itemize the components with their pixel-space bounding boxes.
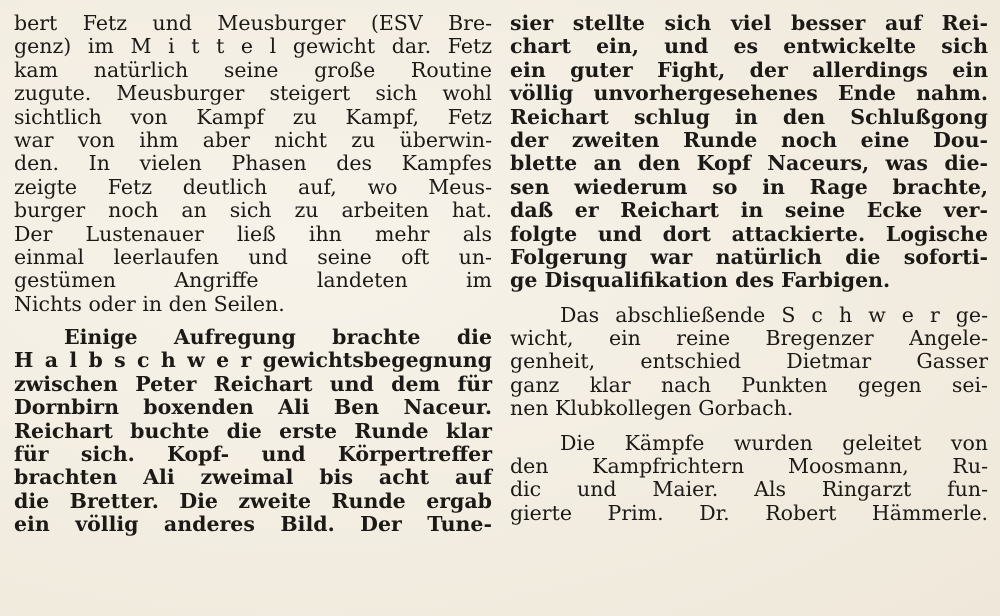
text-line: gierte Prim. Dr. Robert Hämmerle. — [510, 500, 988, 525]
text-line: den. In vielen Phasen des Kampfes — [14, 151, 492, 176]
text-line: wicht, ein reine Bregenzer Angele- — [510, 326, 988, 351]
text-line: war von ihm aber nicht zu überwin- — [14, 127, 492, 152]
text-line: ein guter Fight, der allerdings ein — [510, 57, 988, 82]
text-line: genheit, entschied Dietmar Gasser — [510, 349, 988, 374]
text-line: Reichart buchte die erste Runde klar — [14, 418, 492, 443]
text-line: sichtlich von Kampf zu Kampf, Fetz — [14, 104, 492, 129]
right-column — [510, 12, 988, 525]
paragraph-heavyweight — [510, 304, 988, 421]
paragraph-light-heavyweight-continued — [510, 12, 988, 293]
text-line: H a l b s c h w e r gewichtsbegegnung — [14, 348, 492, 373]
text-line: bert Fetz und Meusburger (ESV Bre- — [14, 11, 492, 35]
text-line: Reichart schlug in den Schlußgong — [510, 104, 988, 129]
text-line: zeigte Fetz deutlich auf, wo Meus- — [14, 174, 492, 199]
text-line: kam natürlich seine große Routine — [14, 57, 492, 82]
paragraph-officials — [510, 432, 988, 526]
text-line: Nichts oder in den Seilen. — [14, 291, 285, 316]
text-line: Das abschließende S c h w e r ge- — [560, 302, 988, 327]
text-line: die Bretter. Die zweite Runde ergab — [14, 488, 492, 513]
text-line: für sich. Kopf- und Körpertreffer — [14, 442, 492, 467]
text-line: Der Lustenauer ließ ihn mehr als — [14, 221, 492, 246]
text-line: zwischen Peter Reichart und dem für — [14, 371, 492, 396]
text-line: zugute. Meusburger steigert sich wohl — [14, 81, 492, 106]
left-column — [14, 12, 492, 537]
text-line: daß er Reichart in seine Ecke ver- — [510, 198, 988, 223]
text-line: sen wiederum so in Rage brachte, — [510, 174, 988, 199]
paragraph-middleweight — [14, 12, 492, 316]
text-line: blette an den Kopf Naceurs, was die- — [510, 151, 988, 176]
text-line: Folgerung war natürlich die soforti- — [510, 244, 988, 269]
text-line: Die Kämpfe wurden geleitet von — [560, 430, 988, 455]
text-line: ganz klar nach Punkten gegen sei- — [510, 372, 988, 397]
text-line: dic und Maier. Als Ringarzt fun- — [510, 477, 988, 502]
text-line: ge Disqualifikation des Farbigen. — [510, 268, 891, 293]
text-line: ein völlig anderes Bild. Der Tune- — [14, 512, 492, 537]
text-line: genz) im M i t t e l gewicht dar. Fetz — [14, 34, 492, 59]
text-line: burger noch an sich zu arbeiten hat. — [14, 198, 492, 223]
paragraph-light-heavyweight — [14, 326, 492, 537]
text-line: der zweiten Runde noch eine Dou- — [510, 127, 988, 152]
text-line: einmal leerlaufen und seine oft un- — [14, 244, 492, 269]
text-line: den Kampfrichtern Moosmann, Ru- — [510, 454, 988, 479]
text-line: gestümen Angriffe landeten im — [14, 268, 492, 293]
text-line: Einige Aufregung brachte die — [64, 325, 492, 350]
text-line: sier stellte sich viel besser auf Rei- — [510, 11, 988, 35]
text-line: chart ein, und es entwickelte sich — [510, 34, 988, 59]
text-line: brachten Ali zweimal bis acht auf — [14, 465, 492, 490]
text-line: folgte und dort attackierte. Logische — [510, 221, 988, 246]
text-line: völlig unvorhergesehenes Ende nahm. — [510, 81, 988, 106]
text-line: Dornbirn boxenden Ali Ben Naceur. — [14, 395, 492, 420]
text-line: nen Klubkollegen Gorbach. — [510, 396, 794, 421]
